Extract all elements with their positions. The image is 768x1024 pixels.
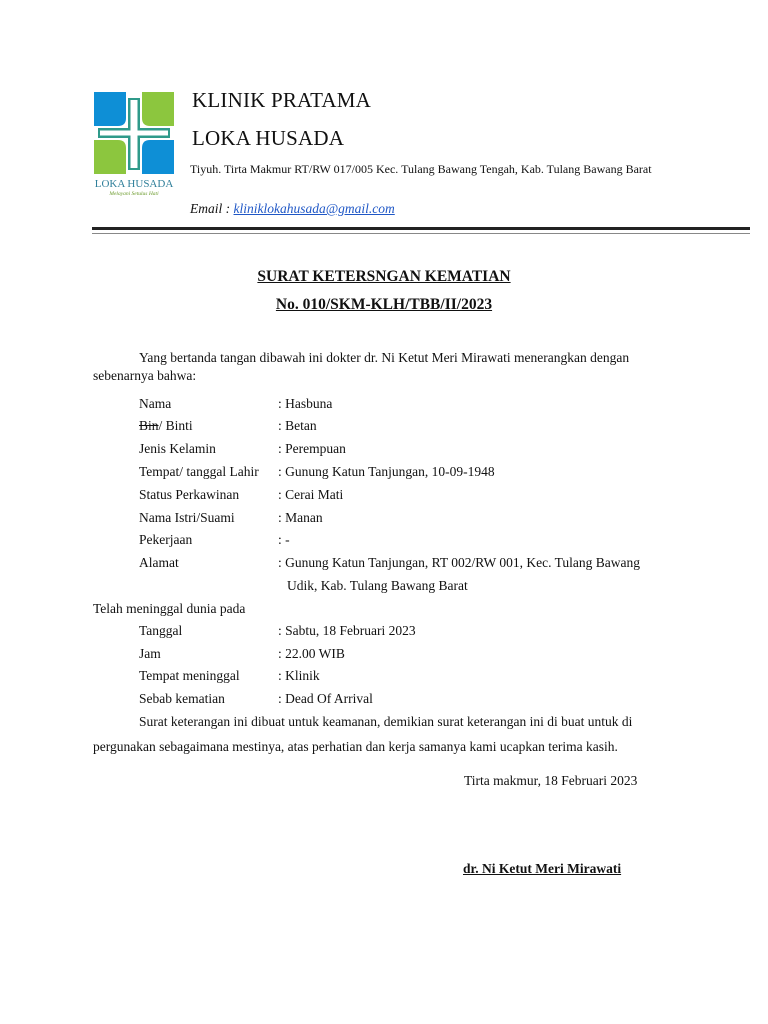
death-field-row: [139, 691, 373, 707]
death-field-row: [139, 623, 416, 639]
field-label: Nama: [139, 396, 172, 411]
closing-line-2: pergunakan sebagaimana mestinya, atas perhatian dan kerja samanya kami ucapkan terima kasih.: [93, 739, 618, 754]
field-value: : Gunung Katun Tanjungan, RT 002/RW 001, Kec. Tulang Bawang: [278, 555, 640, 570]
clinic-name-line2: LOKA HUSADA: [192, 126, 345, 150]
field-row: [139, 510, 323, 526]
field-label: Alamat: [139, 555, 179, 570]
closing-line-1: Surat keterangan ini dibuat untuk keamanan, demikian surat keterangan ini di buat untuk di: [139, 714, 633, 729]
field-label: Tempat meninggal: [139, 668, 240, 683]
field-value: : Gunung Katun Tanjungan, 10-09-1948: [278, 464, 495, 479]
header-divider: [92, 227, 750, 230]
field-label: Nama Istri/Suami: [139, 510, 235, 525]
field-value: : 22.00 WIB: [278, 646, 345, 661]
intro-line-1: Yang bertanda tangan dibawah ini dokter dr. Ni Ketut Meri Mirawati menerangkan dengan: [139, 350, 630, 365]
field-label: Pekerjaan: [139, 532, 193, 547]
field-row: [139, 418, 317, 434]
clinic-name-line1: KLINIK PRATAMA: [192, 88, 372, 112]
clinic-logo: [92, 90, 176, 198]
field-row: [139, 532, 290, 548]
document-number: No. 010/SKM-KLH/TBB/II/2023: [275, 296, 493, 313]
logo-text: LOKA HUSADA: [94, 178, 174, 190]
field-label: Sebab kematian: [139, 691, 225, 706]
logo-tagline: Melayani Setulus Hati: [109, 191, 159, 197]
field-row: [139, 396, 332, 412]
death-field-row: [139, 668, 320, 684]
field-value: : Betan: [278, 418, 317, 433]
email-link[interactable]: kliniklokahusada@gmail.com: [233, 201, 395, 216]
field-value: : Manan: [278, 510, 323, 525]
clinic-address: Tiyuh. Tirta Makmur RT/RW 017/005 Kec. Tulang Bawang Tengah, Kab. Tulang Bawang Barat: [190, 162, 652, 176]
field-label: Tempat/ tanggal Lahir: [139, 464, 259, 479]
email-label: Email :: [190, 201, 231, 216]
field-value-continued: Udik, Kab. Tulang Bawang Barat: [287, 578, 468, 593]
field-row: [139, 441, 346, 457]
field-row: [139, 555, 640, 571]
field-value: : Perempuan: [278, 441, 346, 456]
field-label: Jam: [139, 646, 161, 661]
field-row: [139, 487, 343, 503]
field-value: : Klinik: [278, 668, 320, 683]
field-label: [139, 418, 278, 434]
field-value: : Sabtu, 18 Februari 2023: [278, 623, 416, 638]
field-value: : Dead Of Arrival: [278, 691, 373, 706]
field-label: Status Perkawinan: [139, 487, 240, 502]
death-intro: Telah meninggal dunia pada: [93, 601, 246, 616]
signatory-name: dr. Ni Ketut Meri Mirawati: [463, 861, 622, 876]
field-value: : -: [278, 532, 290, 547]
field-row: [139, 464, 495, 480]
field-label: Jenis Kelamin: [139, 441, 216, 456]
field-label-rest: / Binti: [158, 418, 193, 433]
intro-line-2: sebenarnya bahwa:: [93, 368, 197, 383]
email-line: [190, 201, 395, 217]
header-divider-thin: [92, 233, 750, 234]
field-label: Tanggal: [139, 623, 183, 638]
field-value: : Cerai Mati: [278, 487, 344, 502]
field-label-strike: Bin: [139, 418, 159, 433]
field-value: : Hasbuna: [278, 396, 333, 411]
place-date: Tirta makmur, 18 Februari 2023: [464, 773, 638, 788]
death-field-row: [139, 646, 345, 662]
document-title: SURAT KETERSNGAN KEMATIAN: [257, 268, 511, 285]
